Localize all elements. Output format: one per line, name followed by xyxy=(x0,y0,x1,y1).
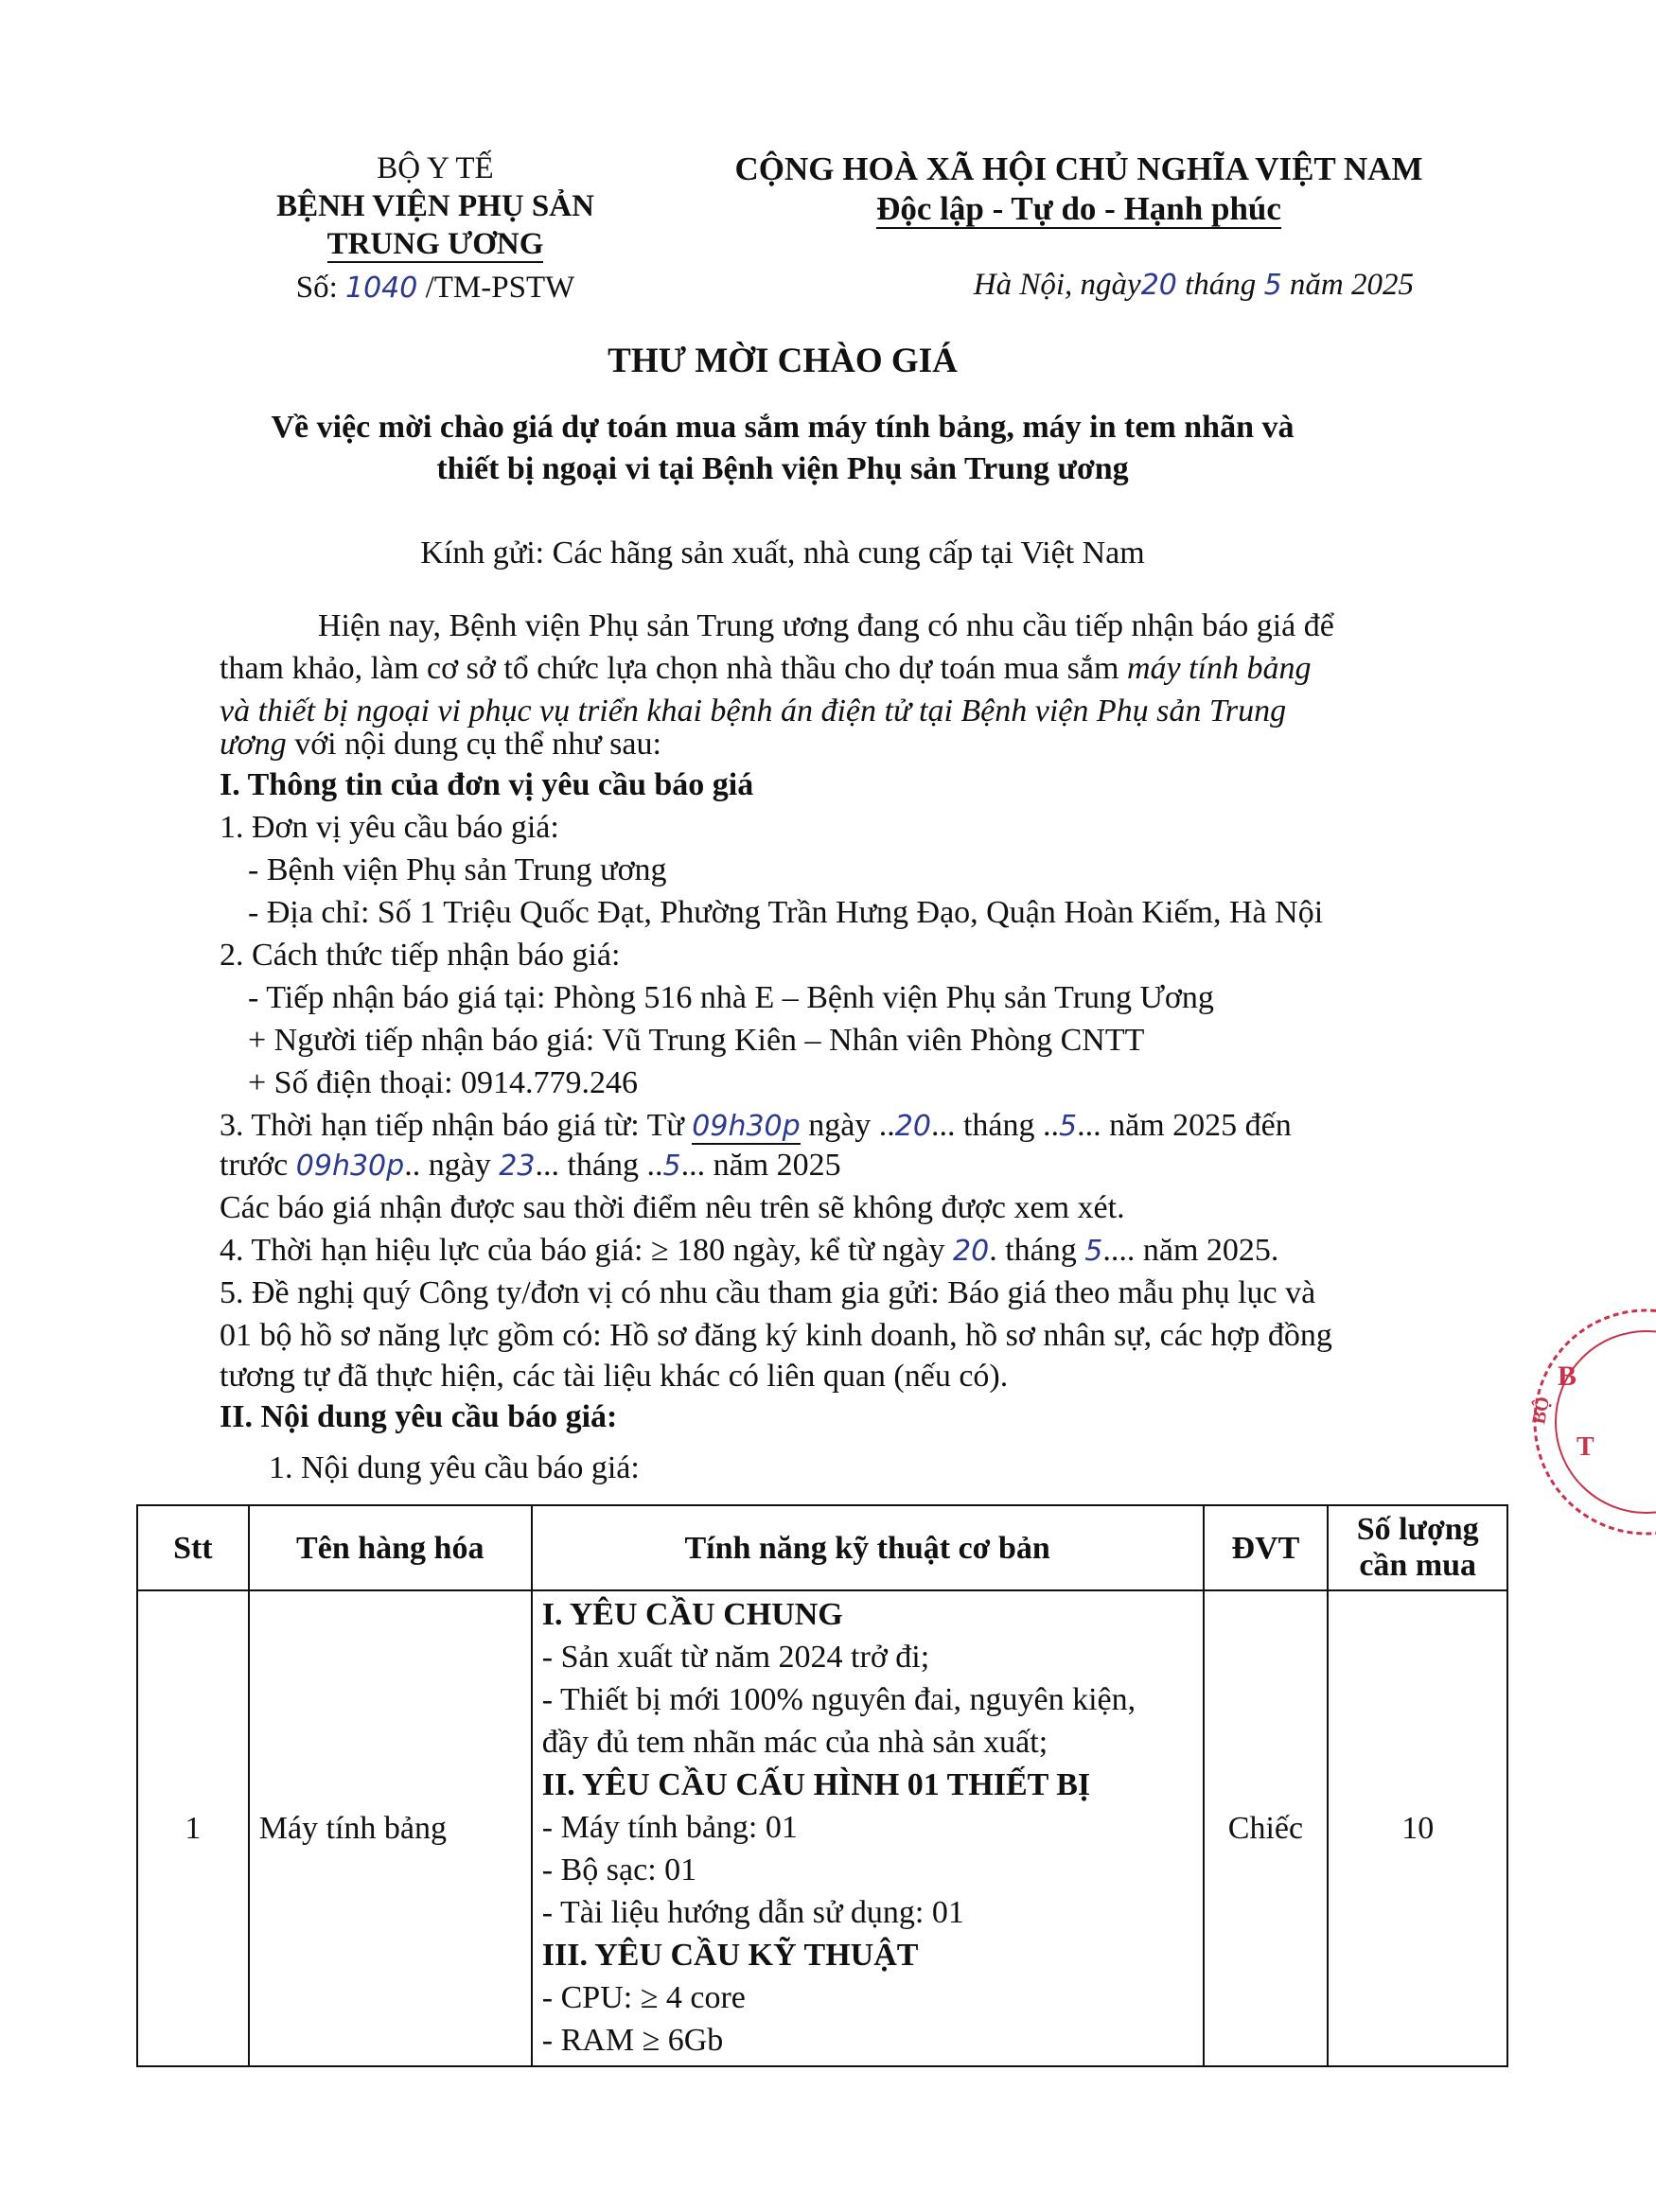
header-specification: Tính năng kỹ thuật cơ bản xyxy=(532,1505,1204,1590)
intro-line4 xyxy=(220,724,661,765)
intro-line4-italic: ương xyxy=(220,727,287,762)
section1-item3-note: Các báo giá nhận được sau thời điểm nêu trên sẽ không được xem xét. xyxy=(220,1190,1125,1225)
spec-line: đầy đủ tem nhãn mác của nhà sản xuất; xyxy=(541,1725,1048,1760)
stamp-outer-ring xyxy=(1535,1310,1656,1534)
header-stt: Stt xyxy=(137,1505,249,1590)
section1-item5-line1: 5. Đề nghị quý Công ty/đơn vị có nhu cầu tham gia gửi: Báo giá theo mẫu phụ lục và xyxy=(220,1275,1316,1310)
place-date xyxy=(974,268,1414,303)
item4-month-label: . tháng xyxy=(989,1233,1077,1268)
section1-item1-b: - Địa chỉ: Số 1 Triệu Quốc Đạt, Phường Trần Hưng Đạo, Quận Hoàn Kiếm, Hà Nội xyxy=(248,895,1324,930)
header-item-name: Tên hàng hóa xyxy=(249,1505,532,1590)
country-name: CỘNG HOÀ XÃ HỘI CHỦ NGHĨA VIỆT NAM xyxy=(734,150,1423,187)
cell-item-name: Máy tính bảng xyxy=(249,1590,532,2066)
section1-item1-a: - Bệnh viện Phụ sản Trung ương xyxy=(248,852,667,887)
document-title: THƯ MỜI CHÀO GIÁ xyxy=(608,342,958,380)
national-header xyxy=(700,149,1457,229)
spec-heading-general: I. YÊU CẦU CHUNG xyxy=(541,1597,843,1632)
section1-item2: 2. Cách thức tiếp nhận báo giá: xyxy=(220,938,621,973)
stamp-text-bottom: T xyxy=(1577,1432,1594,1462)
document-number xyxy=(227,269,643,307)
item3-month-label2: ... tháng .. xyxy=(535,1148,663,1183)
section1-item3-line2 xyxy=(220,1145,841,1187)
date-prefix: Hà Nội, ngày xyxy=(973,268,1141,302)
item3-prefix: 3. Thời hạn tiếp nhận báo giá từ: Từ xyxy=(220,1108,684,1143)
spec-line: - CPU: ≥ 4 core xyxy=(541,1980,746,2015)
stamp-inner-ring xyxy=(1556,1331,1656,1513)
doc-number-prefix: Số: xyxy=(295,271,338,305)
spec-line: - Bộ sạc: 01 xyxy=(541,1852,697,1887)
recipient: Kính gửi: Các hãng sản xuất, nhà cung cấp tại Việt Nam xyxy=(420,535,1145,571)
section1-item4 xyxy=(220,1230,1278,1273)
section1-item1: 1. Đơn vị yêu cầu báo giá: xyxy=(220,810,559,845)
cell-quantity: 10 xyxy=(1328,1590,1507,2066)
section2-heading: II. Nội dung yêu cầu báo giá: xyxy=(220,1399,618,1434)
spec-line: - RAM ≥ 6Gb xyxy=(541,2023,724,2058)
subject-line1: Về việc mời chào giá dự toán mua sắm máy tính bảng, máy in tem nhãn và xyxy=(271,410,1295,445)
doc-number-suffix: /TM-PSTW xyxy=(425,271,575,305)
intro-line1: Hiện nay, Bệnh viện Phụ sản Trung ương đang có nhu cầu tiếp nhận báo giá để xyxy=(318,608,1334,643)
item3-day-label2: .. ngày xyxy=(404,1148,491,1183)
item3-day2-handwritten: 23 xyxy=(499,1150,536,1183)
quotation-items-table xyxy=(136,1504,1508,2067)
cell-stt: 1 xyxy=(137,1590,249,2066)
item4-month-handwritten: 5 xyxy=(1084,1235,1103,1268)
issuer-block xyxy=(227,149,643,307)
table-row xyxy=(137,1590,1507,2066)
cell-unit: Chiếc xyxy=(1204,1590,1329,2066)
section1-item5-line2: 01 bộ hồ sơ năng lực gồm có: Hồ sơ đăng ký kinh doanh, hồ sơ nhân sự, các hợp đồng xyxy=(220,1318,1332,1353)
intro-line4-plain: với nội dung cụ thể như sau: xyxy=(294,727,661,762)
document-subject xyxy=(0,407,1565,490)
header-quantity-line2: cần mua xyxy=(1359,1548,1477,1583)
item3-year2: ... năm 2025 xyxy=(680,1148,841,1183)
item3-month-label: ... tháng .. xyxy=(930,1108,1060,1143)
item4-day-handwritten: 20 xyxy=(953,1235,990,1268)
item4-prefix: 4. Thời hạn hiệu lực của báo giá: ≥ 180 ngày, kể từ ngày xyxy=(220,1233,945,1268)
date-month-label: tháng xyxy=(1185,268,1257,302)
item3-month2-handwritten: 5 xyxy=(662,1150,681,1183)
item3-before: trước xyxy=(220,1148,289,1183)
spec-line: - Máy tính bảng: 01 xyxy=(541,1810,798,1845)
item3-day-label: ngày .. xyxy=(808,1108,895,1143)
official-stamp xyxy=(1476,1304,1656,1540)
section1-item5-line3: tương tự đã thực hiện, các tài liệu khác có liên quan (nếu có). xyxy=(220,1359,1009,1394)
section1-item2-b: + Người tiếp nhận báo giá: Vũ Trung Kiên – Nhân viên Phòng CNTT xyxy=(248,1023,1145,1058)
spec-heading-configuration: II. YÊU CẦU CẤU HÌNH 01 THIẾT BỊ xyxy=(541,1767,1091,1802)
date-year: năm 2025 xyxy=(1289,268,1414,302)
hospital-name-line2-text: TRUNG ƯƠNG xyxy=(326,227,544,261)
stamp-text-top: B xyxy=(1558,1361,1577,1392)
intro-line2-italic: máy tính bảng xyxy=(1126,651,1312,686)
motto xyxy=(700,189,1457,229)
item3-day1-handwritten: 20 xyxy=(894,1110,931,1143)
item3-time2-handwritten: 09h30p xyxy=(295,1150,405,1183)
item3-year-to: ... năm 2025 đến xyxy=(1077,1108,1292,1143)
intro-line2-plain: tham khảo, làm cơ sở tổ chức lựa chọn nhà thầu cho dự toán mua sắm xyxy=(220,651,1119,686)
intro-line3: và thiết bị ngoại vi phục vụ triển khai bệnh án điện tử tại Bệnh viện Phụ sản Trung xyxy=(220,693,1287,729)
item3-time1-handwritten: 09h30p xyxy=(692,1110,801,1143)
ministry-name: BỘ Y TẾ xyxy=(377,151,494,185)
header-unit: ĐVT xyxy=(1204,1505,1329,1590)
spec-line: - Thiết bị mới 100% nguyên đai, nguyên kiện, xyxy=(541,1682,1136,1717)
intro-line2 xyxy=(220,648,1312,690)
cell-specification xyxy=(532,1590,1204,2066)
section1-item2-c: + Số điện thoại: 0914.779.246 xyxy=(248,1065,639,1100)
hospital-name-line2 xyxy=(227,225,643,263)
motto-text: Độc lập - Tự do - Hạnh phúc xyxy=(876,190,1281,227)
section2-sub1: 1. Nội dung yêu cầu báo giá: xyxy=(269,1450,640,1485)
spec-line: - Sản xuất từ năm 2024 trở đi; xyxy=(541,1640,930,1675)
item4-year: .... năm 2025. xyxy=(1102,1233,1279,1268)
spec-line: - Tài liệu hướng dẫn sử dụng: 01 xyxy=(541,1895,964,1930)
section1-item2-a: - Tiếp nhận báo giá tại: Phòng 516 nhà E – Bệnh viện Phụ sản Trung Ương xyxy=(248,980,1214,1015)
spec-heading-technical: III. YÊU CẦU KỸ THUẬT xyxy=(541,1938,919,1973)
date-month-handwritten: 5 xyxy=(1263,269,1282,302)
section1-item3-line1 xyxy=(220,1105,1292,1148)
header-quantity-line1: Số lượng xyxy=(1356,1512,1479,1547)
date-day-handwritten: 20 xyxy=(1140,269,1177,302)
doc-number-handwritten: 1040 xyxy=(345,272,418,305)
item3-month1-handwritten: 5 xyxy=(1059,1110,1078,1143)
stamp-text-left: BỘ xyxy=(1528,1395,1554,1426)
table-header-row xyxy=(137,1505,1507,1590)
subject-line2: thiết bị ngoại vi tại Bệnh viện Phụ sản Trung ương xyxy=(436,451,1129,486)
hospital-name-line1: BỆNH VIỆN PHỤ SẢN xyxy=(276,189,594,223)
section1-heading: I. Thông tin của đơn vị yêu cầu báo giá xyxy=(220,767,754,802)
